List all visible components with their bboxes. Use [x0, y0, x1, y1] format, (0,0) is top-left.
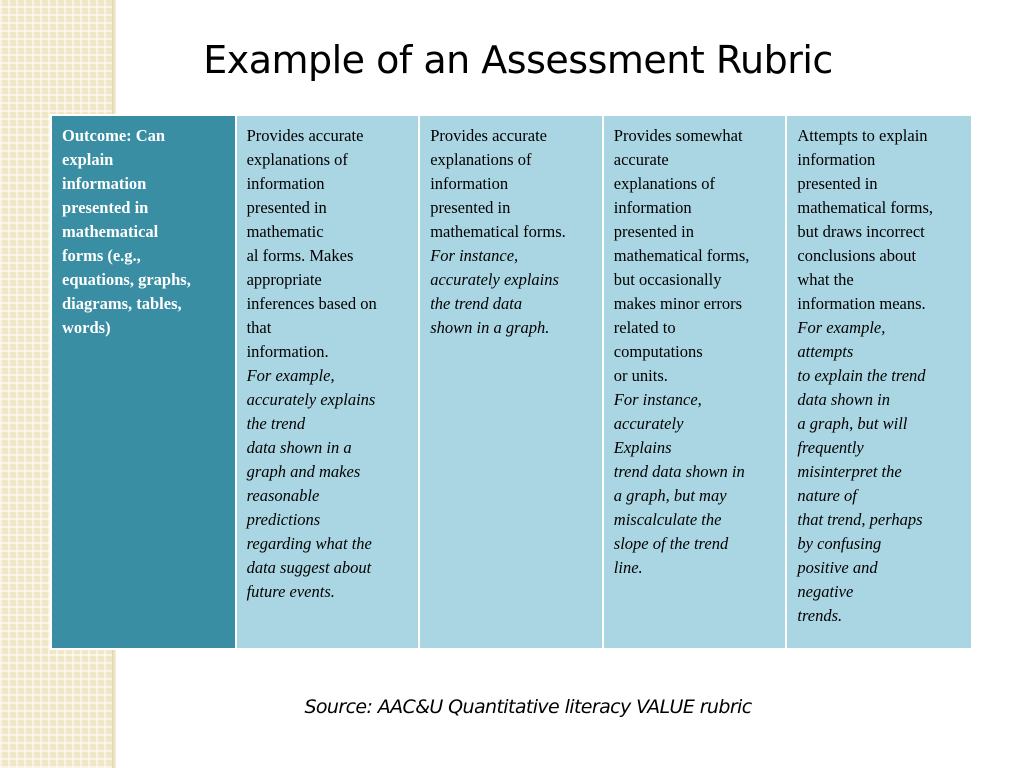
rubric-cell-line: presented in	[797, 174, 878, 193]
rubric-cell-line: accurately explains	[430, 270, 559, 289]
rubric-cell-line: appropriate	[246, 270, 322, 289]
rubric-cell-line: slope of the trend	[613, 534, 729, 553]
rubric-cell-line: words)	[62, 318, 111, 337]
rubric-cell-line: information	[62, 174, 147, 193]
rubric-cell-line: explanations of	[430, 150, 532, 169]
rubric-cell-line: explain	[62, 150, 114, 169]
rubric-cell-line: Provides accurate	[430, 126, 548, 145]
rubric-cell-line: trend data shown in	[613, 462, 745, 481]
rubric-level-cell	[787, 116, 971, 648]
rubric-cell-line: but draws incorrect	[797, 222, 925, 241]
rubric-cell-line: makes minor errors	[613, 294, 743, 313]
rubric-cell-line: mathematical forms,	[797, 198, 933, 217]
rubric-cell-line: data suggest about	[246, 558, 372, 577]
slide-title: Example of an Assessment Rubric	[203, 38, 833, 82]
rubric-cell-line: Attempts to explain	[797, 126, 928, 145]
rubric-cell-line: but occasionally	[613, 270, 722, 289]
rubric-cell-line: explanations of	[613, 174, 716, 193]
rubric-cell-line: the trend	[246, 414, 306, 433]
rubric-cell-line: information	[246, 174, 325, 193]
rubric-cell-line: nature of	[797, 486, 857, 505]
rubric-cell-line: For example,	[246, 366, 335, 385]
rubric-cell-line: predictions	[246, 510, 321, 529]
rubric-cell-line: computations	[613, 342, 703, 361]
rubric-cell-line: positive and	[797, 558, 878, 577]
rubric-cell-line: a graph, but will	[797, 414, 908, 433]
rubric-level-cell	[237, 116, 419, 648]
rubric-cell-line: information means.	[797, 294, 926, 313]
rubric-outcome-cell	[52, 116, 235, 648]
rubric-level-cell	[604, 116, 786, 648]
rubric-cell-line: a graph, but may	[613, 486, 727, 505]
rubric-cell-line: negative	[797, 582, 854, 601]
rubric-cell-line: information	[797, 150, 876, 169]
rubric-cell-line: what the	[797, 270, 854, 289]
rubric-cell-line: information	[430, 174, 509, 193]
rubric-cell-line: data shown in a	[246, 438, 352, 457]
rubric-cell-line: that	[246, 318, 272, 337]
rubric-cell-line: graph and makes	[246, 462, 361, 481]
rubric-cell-line: conclusions about	[797, 246, 917, 265]
rubric-cell-line: related to	[613, 318, 676, 337]
rubric-cell-line: inferences based on	[246, 294, 377, 313]
rubric-cell-line: mathematical forms.	[430, 222, 566, 241]
source-citation: Source: AAC&U Quantitative literacy VALUE rubric	[304, 696, 752, 718]
rubric-cell-line: explanations of	[246, 150, 348, 169]
rubric-cell-line: For instance,	[613, 390, 702, 409]
rubric-cell-line: forms (e.g.,	[62, 246, 141, 265]
rubric-cell-line: For example,	[797, 318, 886, 337]
rubric-cell-line: mathematical	[62, 222, 159, 241]
rubric-cell-line: regarding what the	[246, 534, 372, 553]
rubric-cell-line: Explains	[613, 438, 672, 457]
rubric-level-cell	[420, 116, 602, 648]
rubric-cell-line: Provides somewhat	[613, 126, 743, 145]
rubric-cell-line: the trend data	[430, 294, 523, 313]
rubric-cell-line: data shown in	[797, 390, 890, 409]
rubric-cell-line: frequently	[797, 438, 864, 457]
rubric-cell-line: that trend, perhaps	[797, 510, 923, 529]
rubric-cell-line: presented in	[62, 198, 149, 217]
rubric-cell-line: mathematical forms,	[613, 246, 750, 265]
rubric-cell-line: or units.	[613, 366, 668, 385]
rubric-cell-line: trends.	[797, 606, 843, 625]
rubric-cell-line: accurate	[613, 150, 669, 169]
rubric-cell-line: accurately	[613, 414, 684, 433]
rubric-cell-line: mathematic	[246, 222, 324, 241]
rubric-cell-line: presented in	[613, 222, 694, 241]
rubric-cell-line: For instance,	[430, 246, 519, 265]
rubric-cell-line: future events.	[246, 582, 335, 601]
rubric-cell-line: reasonable	[246, 486, 320, 505]
rubric-cell-line: Provides accurate	[246, 126, 364, 145]
rubric-cell-line: information	[613, 198, 692, 217]
rubric-cell-line: Outcome: Can	[62, 126, 166, 145]
rubric-cell-line: miscalculate the	[613, 510, 722, 529]
rubric-cell-line: shown in a graph.	[430, 318, 550, 337]
rubric-cell-line: diagrams, tables,	[62, 294, 182, 313]
rubric-table	[50, 114, 973, 650]
rubric-cell-line: misinterpret the	[797, 462, 902, 481]
rubric-cell-line: to explain the trend	[797, 366, 926, 385]
rubric-cell-line: presented in	[246, 198, 327, 217]
rubric-cell-line: al forms. Makes	[246, 246, 354, 265]
rubric-cell-line: accurately explains	[246, 390, 376, 409]
rubric-cell-line: line.	[613, 558, 643, 577]
rubric-cell-line: attempts	[797, 342, 854, 361]
rubric-cell-line: presented in	[430, 198, 511, 217]
rubric-cell-line: information.	[246, 342, 329, 361]
rubric-cell-line: equations, graphs,	[62, 270, 191, 289]
rubric-cell-line: by confusing	[797, 534, 882, 553]
